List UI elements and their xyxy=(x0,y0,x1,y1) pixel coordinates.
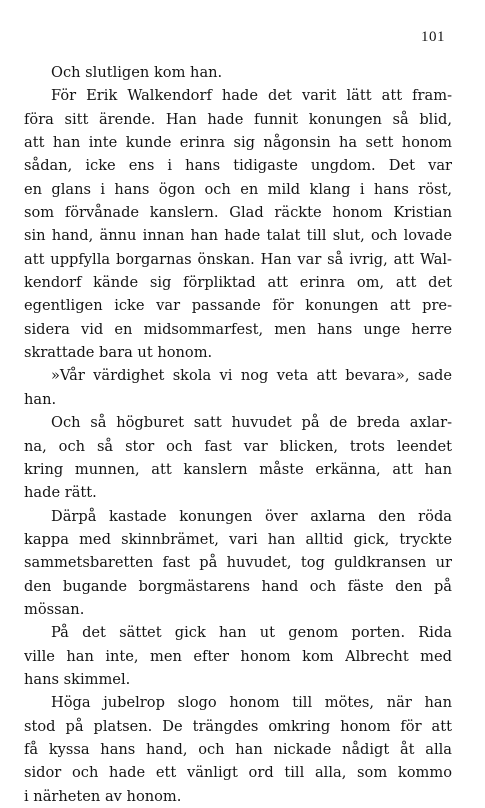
page-number: 101 xyxy=(421,29,445,45)
text-line: som förvånade kanslern. Glad räckte honom Kristian xyxy=(24,204,452,222)
text-line: att han inte kunde erinra sig någonsin ha sett honom xyxy=(24,134,452,152)
text-line: sådan, icke ens i hans tidigaste ungdom. Det var xyxy=(24,157,452,175)
text-line: egentligen icke var passande för konungen att pre- xyxy=(24,297,452,315)
text-line: skrattade bara ut honom. xyxy=(24,344,213,362)
text-line: sammetsbaretten fast på huvudet, tog guldkransen ur xyxy=(24,554,452,572)
text-line: Därpå kastade konungen över axlarna den röda xyxy=(51,507,452,525)
text-line: ville han inte, men efter honom kom Albrecht med xyxy=(24,647,452,665)
text-line: mössan. xyxy=(24,600,85,618)
text-line: få kyssa hans hand, och han nickade nådigt åt alla xyxy=(24,740,452,758)
text-line: sidera vid en midsommarfest, men hans unge herre xyxy=(24,320,452,338)
text-line: hans skimmel. xyxy=(24,670,131,688)
text-line: hade rätt. xyxy=(24,484,97,502)
text-line: sidor och hade ett vänligt ord till alla, som kommo xyxy=(24,764,452,782)
text-line: För Erik Walkendorf hade det varit lätt att fram- xyxy=(51,87,452,105)
text-line: »Vår värdighet skola vi nog veta att bevara», sade xyxy=(51,367,452,385)
text-line: föra sitt ärende. Han hade funnit konungen så blid, xyxy=(24,110,452,128)
text-line: den bugande borgmästarens hand och fäste den på xyxy=(24,577,452,595)
text-line: att uppfylla borgarnas önskan. Han var så ivrig, att Wal- xyxy=(24,250,452,268)
text-line: Och slutligen kom han. xyxy=(51,64,223,81)
text-line: Höga jubelrop slogo honom till mötes, när han xyxy=(51,694,452,712)
text-line: han. xyxy=(24,390,57,408)
body-text xyxy=(24,61,452,808)
text-line: kring munnen, att kanslern måste erkänna, att han xyxy=(24,460,452,478)
text-line: na, och så stor och fast var blicken, trots leendet xyxy=(24,437,452,455)
text-line: Och så högburet satt huvudet på de breda axlar- xyxy=(51,414,452,432)
text-line: i närheten av honom. xyxy=(24,787,182,805)
text-line: en glans i hans ögon och en mild klang i hans röst, xyxy=(24,180,452,198)
text-line: sin hand, ännu innan han hade talat till slut, och lovade xyxy=(24,227,452,245)
text-line: På det sättet gick han ut genom porten. Rida xyxy=(51,624,452,642)
text-line: stod på platsen. De trängdes omkring honom för att xyxy=(24,717,452,735)
text-line: kappa med skinnbrämet, vari han alltid gick, tryckte xyxy=(24,530,452,548)
text-line: kendorf kände sig förpliktad att erinra om, att det xyxy=(24,274,452,292)
